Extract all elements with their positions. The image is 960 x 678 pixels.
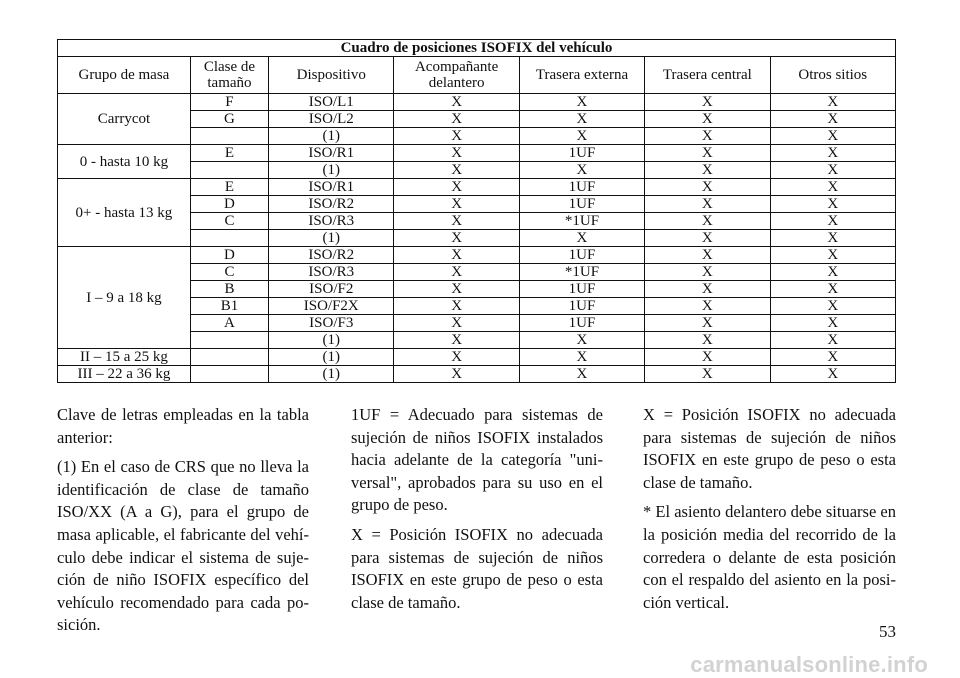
header-trasera-externa: Trasera externa	[519, 57, 644, 94]
table-cell: X	[394, 94, 519, 111]
table-cell: X	[394, 230, 519, 247]
table-cell: D	[190, 196, 268, 213]
table-cell: (1)	[269, 332, 394, 349]
paragraph: Clave de letras empleadas en la tabla anterior:	[57, 405, 309, 447]
table-cell: X	[394, 315, 519, 332]
table-cell: ISO/R3	[269, 213, 394, 230]
table-cell: ISO/F2X	[269, 298, 394, 315]
table-cell: 1UF	[519, 315, 644, 332]
table-cell: F	[190, 94, 268, 111]
table-cell: ISO/R1	[269, 145, 394, 162]
table-cell: X	[770, 128, 895, 145]
table-cell: X	[645, 179, 770, 196]
table-cell: X	[394, 145, 519, 162]
table-cell: X	[770, 281, 895, 298]
table-cell: 1UF	[519, 145, 644, 162]
table-row	[58, 179, 896, 196]
table-cell: X	[645, 247, 770, 264]
table-cell: X	[770, 332, 895, 349]
table-cell: ISO/F2	[269, 281, 394, 298]
table-cell: X	[645, 213, 770, 230]
table-cell: X	[519, 128, 644, 145]
table-row	[58, 145, 896, 162]
mass-group-cell: Carrycot	[58, 94, 191, 145]
table-cell: X	[394, 196, 519, 213]
paragraph: X = Posición ISOFIX no adecuada para sistemas de sujeción de niños ISOFIX en este grupo de peso o esta clase de tamaño.	[643, 405, 896, 492]
table-cell: (1)	[269, 128, 394, 145]
table-cell: C	[190, 264, 268, 281]
table-cell: (1)	[269, 230, 394, 247]
table-cell: X	[645, 145, 770, 162]
table-cell: X	[770, 111, 895, 128]
table-cell: E	[190, 145, 268, 162]
table-cell: X	[394, 332, 519, 349]
table-cell: X	[519, 230, 644, 247]
table-cell: X	[770, 145, 895, 162]
header-grupo-de-masa: Grupo de masa	[58, 57, 191, 94]
header-clase-de-tamano: Clase de tamaño	[190, 57, 268, 94]
table-cell: ISO/F3	[269, 315, 394, 332]
paragraph: X = Posición ISOFIX no adecuada para sistemas de sujeción de niños ISOFIX en este grupo de peso o esta clase de tamaño.	[351, 524, 603, 612]
table-row	[58, 247, 896, 264]
table-cell: X	[770, 264, 895, 281]
header-dispositivo: Dispositivo	[269, 57, 394, 94]
table-cell: X	[519, 94, 644, 111]
table-cell: B	[190, 281, 268, 298]
table-cell: ISO/R2	[269, 247, 394, 264]
table-cell: X	[645, 196, 770, 213]
paragraph: 1UF = Adecuado para sistemas de sujeción de niños ISOFIX instalados hacia adelante de la categoría "uni- versal", aprobados para su uso en el grupo de peso.	[351, 405, 603, 515]
table-cell: X	[645, 315, 770, 332]
table-cell: X	[645, 281, 770, 298]
table-cell: G	[190, 111, 268, 128]
text-column-3	[643, 404, 896, 621]
table-cell: X	[394, 179, 519, 196]
table-cell: X	[645, 230, 770, 247]
text-column-1	[57, 404, 309, 644]
table-cell: X	[770, 179, 895, 196]
table-cell: X	[770, 196, 895, 213]
table-cell: X	[645, 349, 770, 366]
table-cell: X	[770, 247, 895, 264]
table-row	[58, 366, 896, 383]
page-number: 53	[879, 622, 896, 641]
table-cell: *1UF	[519, 264, 644, 281]
table-cell: X	[770, 349, 895, 366]
table-cell: X	[645, 332, 770, 349]
table-row	[58, 94, 896, 111]
mass-group-cell: I – 9 a 18 kg	[58, 247, 191, 349]
table-cell: 1UF	[519, 247, 644, 264]
table-cell: D	[190, 247, 268, 264]
table-title: Cuadro de posiciones ISOFIX del vehículo	[58, 40, 896, 57]
table-cell	[190, 332, 268, 349]
table-cell: X	[519, 332, 644, 349]
table-cell: X	[394, 264, 519, 281]
table-cell: ISO/L1	[269, 94, 394, 111]
table-cell: (1)	[269, 366, 394, 383]
table-cell: E	[190, 179, 268, 196]
table-cell: X	[645, 264, 770, 281]
table-cell: X	[770, 162, 895, 179]
table-cell: X	[645, 162, 770, 179]
table-cell: *1UF	[519, 213, 644, 230]
table-cell: ISO/R2	[269, 196, 394, 213]
table-cell: X	[770, 366, 895, 383]
table-cell	[190, 230, 268, 247]
table-cell: ISO/R3	[269, 264, 394, 281]
table-cell: X	[394, 128, 519, 145]
table-cell: X	[770, 298, 895, 315]
table-cell: X	[394, 349, 519, 366]
mass-group-cell: III – 22 a 36 kg	[58, 366, 191, 383]
table-cell: C	[190, 213, 268, 230]
table-cell: X	[645, 111, 770, 128]
table-cell: X	[645, 128, 770, 145]
table-cell: X	[394, 247, 519, 264]
watermark: carmanualsonline.info	[690, 652, 928, 677]
table-cell: X	[394, 162, 519, 179]
table-cell: X	[645, 94, 770, 111]
table-cell: X	[394, 298, 519, 315]
table-cell: (1)	[269, 349, 394, 366]
table-cell: (1)	[269, 162, 394, 179]
table-cell: X	[645, 298, 770, 315]
table-cell: X	[770, 315, 895, 332]
table-cell: X	[394, 111, 519, 128]
table-cell: 1UF	[519, 298, 644, 315]
table-cell: X	[394, 281, 519, 298]
table-cell: X	[519, 162, 644, 179]
table-cell	[190, 366, 268, 383]
isofix-positions-table	[57, 39, 896, 383]
table-cell: A	[190, 315, 268, 332]
table-cell: X	[394, 366, 519, 383]
table-cell: X	[519, 366, 644, 383]
table-cell	[190, 162, 268, 179]
table-cell: 1UF	[519, 281, 644, 298]
header-otros-sitios: Otros sitios	[770, 57, 895, 94]
header-trasera-central: Trasera central	[645, 57, 770, 94]
paragraph: * El asiento delantero debe situarse en la posición media del recorrido de la corredera o delante de esta posición con el respaldo del asiento en la posi- ción vertical.	[643, 502, 896, 612]
table-row	[58, 349, 896, 366]
table-cell: X	[519, 111, 644, 128]
table-cell: 1UF	[519, 196, 644, 213]
table-cell: B1	[190, 298, 268, 315]
table-cell	[190, 128, 268, 145]
table-cell: ISO/R1	[269, 179, 394, 196]
header-acompanante-delantero: Acompañante delantero	[394, 57, 519, 94]
table-cell: X	[770, 230, 895, 247]
table-cell: X	[519, 349, 644, 366]
text-column-2	[351, 404, 603, 621]
table-cell: X	[394, 213, 519, 230]
table-cell: X	[770, 213, 895, 230]
paragraph: (1) En el caso de CRS que no lleva la identificación de clase de tamaño ISO/XX (A a G), para el grupo de masa aplicable, el fabricante del vehí- culo debe indicar el sistema de suje- ción de niño ISOFIX específico del vehículo recomendado para cada po- sición.	[57, 457, 309, 635]
mass-group-cell: II – 15 a 25 kg	[58, 349, 191, 366]
table-cell: X	[770, 94, 895, 111]
table-cell	[190, 349, 268, 366]
table-cell: ISO/L2	[269, 111, 394, 128]
mass-group-cell: 0+ - hasta 13 kg	[58, 179, 191, 247]
mass-group-cell: 0 - hasta 10 kg	[58, 145, 191, 179]
table-cell: 1UF	[519, 179, 644, 196]
table-body	[58, 94, 896, 383]
table-cell: X	[645, 366, 770, 383]
